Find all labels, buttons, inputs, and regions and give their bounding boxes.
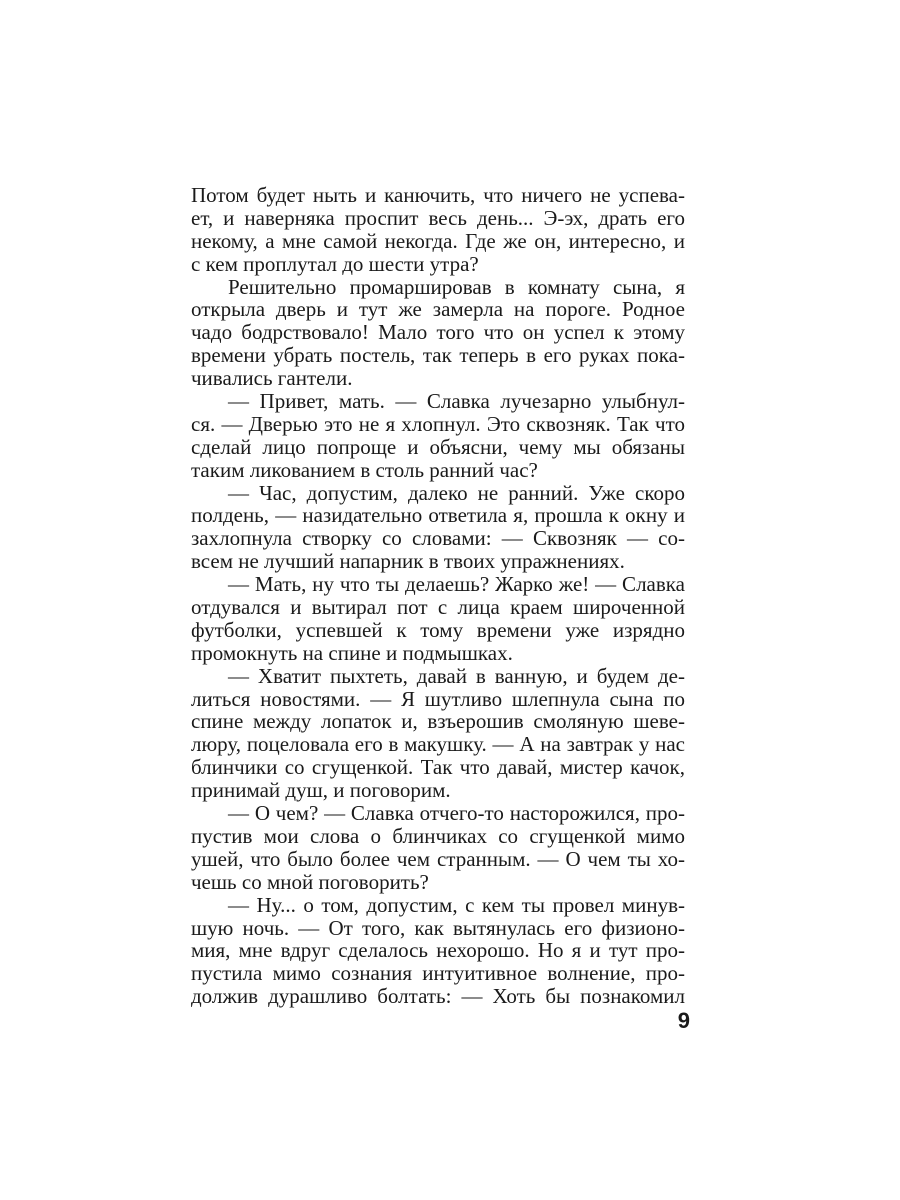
text-line: сделай лицо попроще и объясни, чему мы обязаны [191,434,685,459]
text-line: спине между лопаток и, взъерошив смоляную шеве- [191,709,685,734]
text-line: пустив мои слова о блинчиках со сгущенкой мимо [191,823,685,848]
text-line: некому, а мне самой некогда. Где же он, интересно, и [191,228,685,253]
text-line: чивались гантели. [191,366,353,391]
text-line: отдувался и вытирал пот с лица краем широченной [191,595,685,620]
text-line: ся. — Дверью это не я хлопнул. Это сквозняк. Так что [191,411,685,436]
text-line: полдень, — назидательно ответила я, прошла к окну и [191,503,685,528]
text-line: захлопнула створку со словами: — Сквозняк — со- [191,526,685,551]
paragraph-first-line: — О чем? — Славка отчего-то насторожился, про- [228,801,685,826]
text-line: люру, поцеловала его в макушку. — А на завтрак у нас [191,732,685,757]
text-line: футболки, успевшей к тому времени уже изрядно [191,617,685,642]
text-line: литься новостями. — Я шутливо шлепнула сына по [191,686,685,711]
paragraph-first-line: — Мать, ну что ты делаешь? Жарко же! — Славка [228,572,685,597]
text-line: таким ликованием в столь ранний час? [191,457,538,482]
text-line: чадо бодрствовало! Мало того что он успел к этому [191,320,685,345]
paragraph-first-line: — Час, допустим, далеко не ранний. Уже скоро [228,480,685,505]
paragraph-first-line: — Привет, мать. — Славка лучезарно улыбнул- [228,389,685,414]
text-line: с кем проплутал до шести утра? [191,251,479,276]
paragraph-first-line: — Ну... о том, допустим, с кем ты провел минув- [228,892,685,917]
paragraph-first-line: Решительно промаршировав в комнату сына, я [228,274,685,299]
text-line: блинчики со сгущенкой. Так что давай, мистер качок, [191,755,685,780]
page-number: 9 [677,1008,690,1033]
text-line: ет, и наверняка проспит весь день... Э-эх, драть его [191,205,685,230]
text-line: промокнуть на спине и подмышках. [191,640,513,665]
text-line: шую ночь. — От того, как вытянулась его физионо- [191,915,685,940]
text-line: ушей, что было более чем странным. — О чем ты хо- [191,846,685,871]
body-text [191,184,685,1008]
text-line: мия, мне вдруг сделалось нехорошо. Но я и тут про- [191,938,685,963]
text-line: принимай душ, и поговорим. [191,778,451,803]
text-line: открыла дверь и тут же замерла на пороге. Родное [191,297,685,322]
text-line: всем не лучший напарник в твоих упражнениях. [191,549,625,574]
paragraph-first-line: — Хватит пыхтеть, давай в ванную, и будем де- [228,663,685,688]
text-line: времени убрать постель, так теперь в его руках пока- [191,343,685,368]
text-line: должив дурашливо болтать: — Хоть бы познакомил [191,984,685,1009]
text-line: Потом будет ныть и канючить, что ничего не успева- [191,183,685,207]
text-line: чешь со мной поговорить? [191,869,429,894]
text-line: пустила мимо сознания интуитивное волнение, про- [191,961,685,986]
